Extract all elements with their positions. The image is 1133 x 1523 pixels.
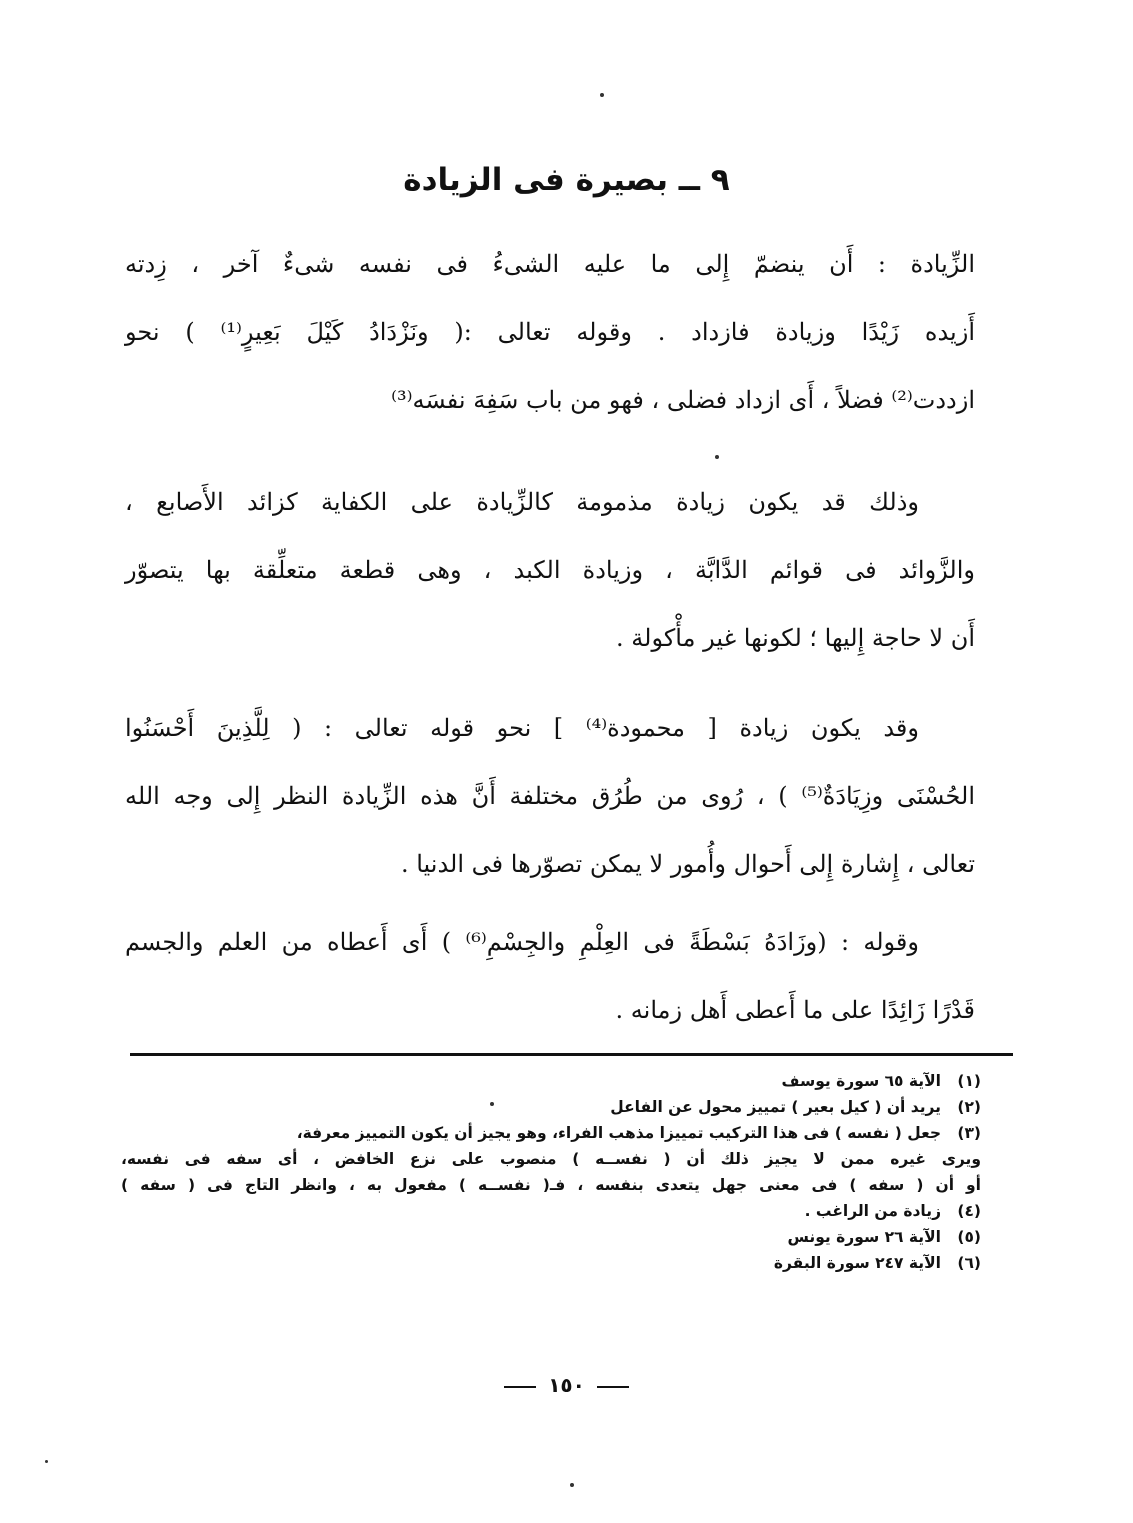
paragraph-4: [125, 908, 975, 1044]
footnote-3: [121, 1120, 981, 1146]
footnote-number: (٥): [957, 1228, 981, 1246]
paragraph-1: [125, 230, 975, 434]
page-number-dash: [504, 1386, 536, 1388]
paragraph-2: [125, 468, 975, 672]
scan-speck: [600, 93, 604, 97]
paragraph-line: وقوله : (وزَادَهُ بَسْطَةً فى العِلْمِ والجِسْمِ⁽⁶⁾ ) أَى أَعطاه من العلم والجسم: [125, 928, 919, 956]
footnote-text: زيادة من الراغب .: [804, 1202, 941, 1220]
paragraph-line: تعالى ، إِشارة إِلى أَحوال وأُمور لا يمكن تصوّرها فى الدنيا .: [400, 850, 975, 878]
footnote-number: (٣): [957, 1124, 981, 1142]
footnote-text: الآية ٦٥ سورة يوسف: [781, 1072, 941, 1090]
scan-speck: [490, 1102, 494, 1106]
footnote-number: (٤): [957, 1202, 981, 1220]
footnotes: [121, 1068, 981, 1276]
scan-speck: [570, 1483, 574, 1487]
footnote-number: (٦): [957, 1254, 981, 1272]
footnote-text: جعل ( نفسه ) فى هذا التركيب تمييزا مذهب الفراء، وهو يجيز أن يكون التمييز معرفة،: [296, 1124, 941, 1142]
footnote-1: [121, 1068, 981, 1094]
footnote-text: يريد أن ( كيل بعير ) تمييز محول عن الفاعل: [610, 1098, 941, 1116]
page-number: [0, 1373, 1133, 1397]
footnote-6: [121, 1250, 981, 1276]
paragraph-line: الزِّيادة : أَن ينضمّ إِلى ما عليه الشىءُ فى نفسه شىءٌ آخر ، زِدته: [125, 250, 975, 278]
footnote-4: [121, 1198, 981, 1224]
paragraph-line: الحُسْنَى وزِيَادَةٌ⁽⁵⁾ ) ، رُوى من طُرُق مختلفة أَنَّ هذه الزِّيادة النظر إِلى وجه الله: [125, 782, 975, 810]
scan-speck: [45, 1460, 48, 1463]
page-number-text: ١٥٠: [548, 1373, 585, 1397]
footnote-text: الآية ٢٤٧ سورة البقرة: [773, 1254, 941, 1272]
section-title: ٩ ــ بصيرة فى الزيادة: [403, 162, 730, 198]
page-number-dash: [597, 1386, 629, 1388]
footnote-3-continuation: أو أن ( سفه ) فى معنى جهل يتعدى بنفسه ، فـ( نفســه ) مفعول به ، وانظر التاج فى ( سفه ): [121, 1176, 981, 1194]
footnote-number: (١): [957, 1072, 981, 1090]
paragraph-3: [125, 694, 975, 898]
paragraph-line: وقد يكون زيادة [ محمودة⁽⁴⁾ ] نحو قوله تعالى : ( لِلَّذِينَ أَحْسَنُوا: [125, 714, 919, 742]
footnote-2: [121, 1094, 981, 1120]
footnote-text: الآية ٢٦ سورة يونس: [787, 1228, 941, 1246]
paragraph-line: أَن لا حاجة إِليها ؛ لكونها غير مأْكولة .: [616, 624, 975, 652]
footnote-separator: [130, 1053, 1013, 1056]
footnote-3-continuation: ويرى غيره ممن لا يجيز ذلك أن ( نفســه ) منصوب على نزع الخافض ، أى سفه فى نفسه،: [121, 1150, 981, 1168]
paragraph-line: ازددت⁽²⁾ فضلاً ، أَى ازداد فضلى ، فهو من باب سَفِهَ نفسَه⁽³⁾: [391, 386, 975, 414]
paragraph-line: وذلك قد يكون زيادة مذمومة كالزِّيادة على الكفاية كزائد الأَصابع ،: [125, 488, 919, 516]
footnote-number: (٢): [957, 1098, 981, 1116]
paragraph-line: والزَّوائد فى قوائم الدَّابَّة ، وزيادة الكبد ، وهى قطعة متعلِّقة بها يتصوّر: [125, 556, 975, 584]
footnote-5: [121, 1224, 981, 1250]
paragraph-line: أَزيده زَيْدًا وزيادة فازداد . وقوله تعالى :( ونَزْدَادُ كَيْلَ بَعِيرٍ⁽¹⁾ ) نحو: [125, 318, 975, 346]
paragraph-line: قَدْرًا زَائِدًا على ما أَعطى أَهل زمانه .: [615, 996, 975, 1024]
scan-speck: [715, 455, 719, 459]
